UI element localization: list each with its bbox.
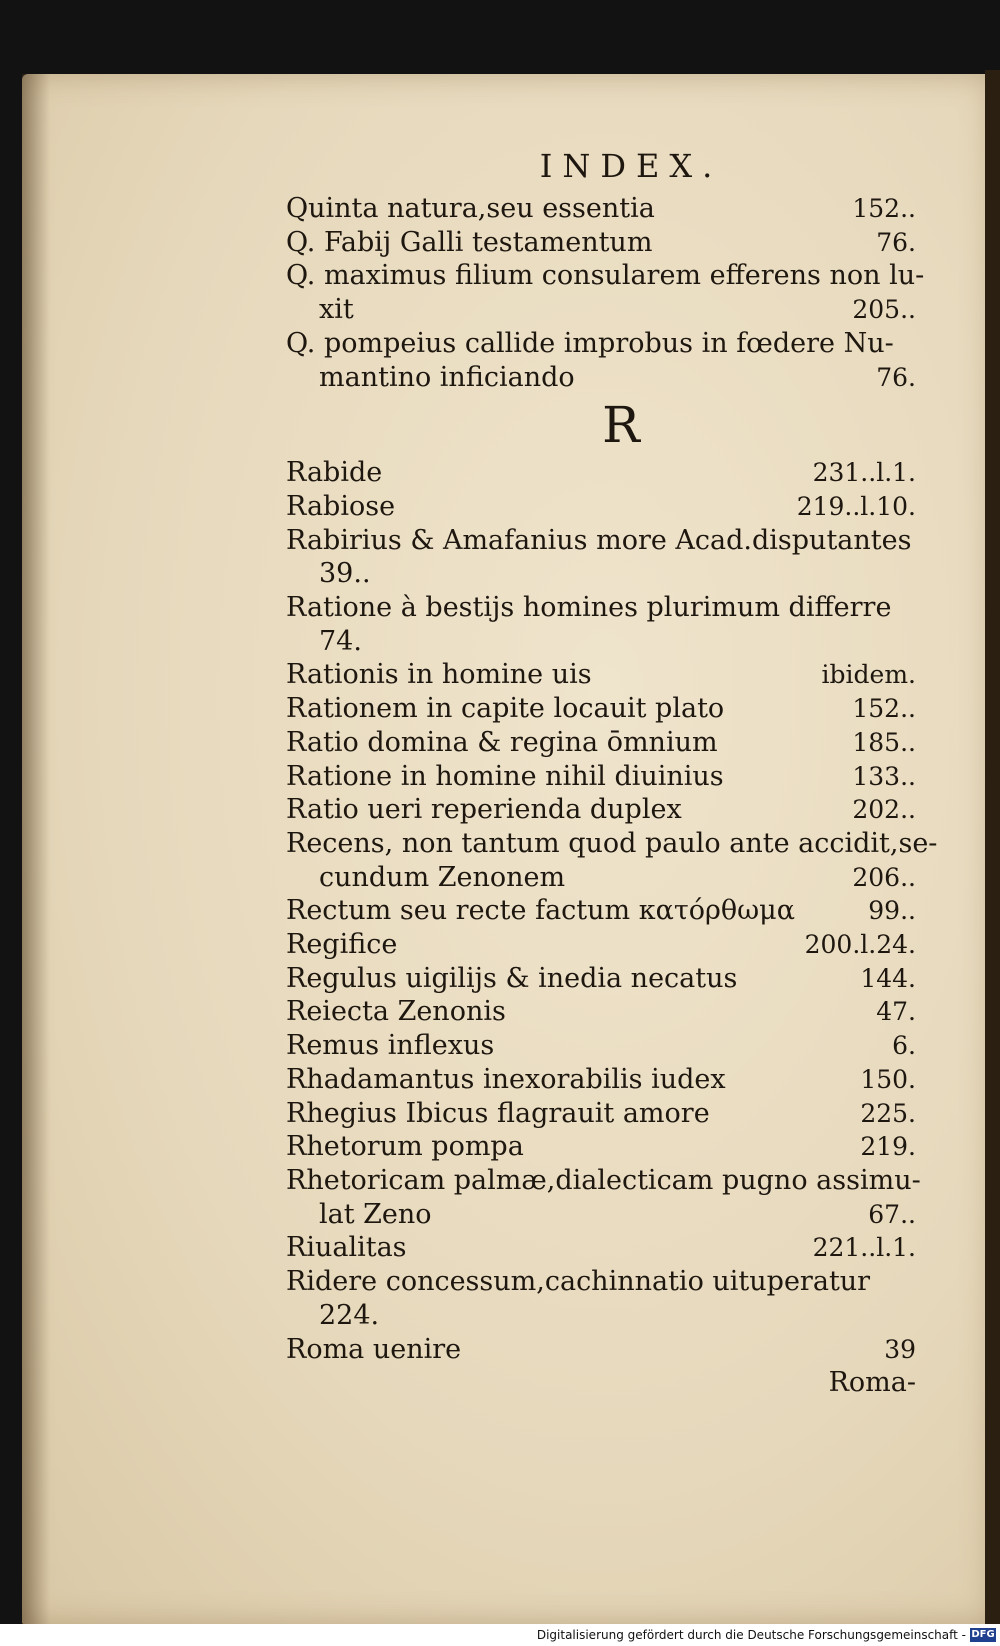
entry-line	[286, 1265, 916, 1299]
entry-line	[286, 490, 916, 524]
entry-continuation-line	[286, 361, 916, 395]
entry-page-ref: 67..	[868, 1199, 916, 1229]
entry-text: 224.	[319, 1299, 380, 1331]
entry-page-ref: 99..	[868, 896, 916, 926]
index-entry	[286, 192, 916, 226]
entry-text: Rabide	[286, 457, 383, 489]
entry-text: Roma uenire	[286, 1333, 462, 1365]
entry-text: Rectum seu recte factum κατόρθωμα	[286, 895, 795, 927]
entry-line	[286, 226, 916, 260]
running-head: INDEX.	[539, 147, 723, 185]
catchword: Roma-	[828, 1367, 916, 1399]
index-text-block	[286, 147, 938, 1400]
index-entry	[286, 456, 916, 490]
index-entry	[286, 591, 916, 658]
entry-text: 74.	[319, 625, 362, 657]
entry-continuation-line	[286, 625, 916, 659]
index-entry	[286, 894, 916, 928]
entries-list	[286, 456, 938, 1366]
entry-continuation-line	[286, 861, 916, 895]
entry-page-ref: 202..	[852, 795, 916, 825]
entry-line	[286, 793, 916, 827]
entry-text: Ridere concessum,cachinnatio uituperatur	[286, 1266, 871, 1298]
entry-line	[286, 259, 925, 293]
footer-credit: Digitalisierung gefördert durch die Deutsche Forschungsgemeinschaft -	[536, 1628, 966, 1642]
entry-text: xit	[319, 294, 354, 326]
entry-line	[286, 760, 916, 794]
entry-line	[286, 1130, 916, 1164]
index-entry	[286, 259, 925, 326]
entry-text: Ratio domina & regina ōmnium	[286, 726, 718, 758]
entry-line	[286, 327, 916, 361]
entry-text: Recens, non tantum quod paulo ante accidit,se-	[286, 827, 938, 859]
entry-page-ref: 6.	[892, 1031, 916, 1061]
entry-continuation-line	[286, 1198, 916, 1232]
entry-text: Ratione à bestijs homines plurimum differre	[286, 592, 892, 624]
entry-page-ref: 206..	[852, 862, 916, 892]
entry-line	[286, 726, 916, 760]
dfg-logo: DFG	[971, 1629, 995, 1640]
entry-text: Rationis in homine uis	[286, 659, 592, 691]
entry-line	[286, 1164, 921, 1198]
entry-page-ref: 144.	[860, 963, 916, 993]
entry-page-ref: 76.	[876, 227, 916, 257]
entry-page-ref: ibidem.	[821, 660, 916, 690]
entry-page-ref: 219..l.10.	[796, 491, 916, 521]
entry-page-ref: 205..	[852, 295, 916, 325]
entry-page-ref: 231..l.1.	[812, 458, 916, 488]
entry-text: Rhegius Ibicus flagrauit amore	[286, 1097, 710, 1129]
entry-page-ref: 225.	[860, 1098, 916, 1128]
index-entry	[286, 1333, 916, 1367]
entry-line	[286, 827, 938, 861]
entry-text: Q. pompeius callide improbus in fœdere Nu-	[286, 327, 894, 359]
entry-line	[286, 1097, 916, 1131]
index-entry	[286, 1265, 916, 1332]
index-entry	[286, 1164, 921, 1231]
entry-text: Q. Fabij Galli testamentum	[286, 226, 653, 258]
index-entry	[286, 827, 938, 894]
entry-text: Riualitas	[286, 1232, 407, 1264]
entry-line	[286, 894, 916, 928]
entry-line	[286, 692, 916, 726]
entry-text: Ratio ueri reperienda duplex	[286, 794, 682, 826]
entry-text: Rhadamantus inexorabilis iudex	[286, 1063, 726, 1095]
entry-text: Rhetorum pompa	[286, 1131, 524, 1163]
entry-line	[286, 1231, 916, 1265]
entry-text: Quinta natura,seu essentia	[286, 193, 655, 224]
digitization-footer	[0, 1624, 1000, 1646]
entry-text: Rabiose	[286, 490, 396, 522]
entry-text: Rationem in capite locauit plato	[286, 693, 725, 725]
index-entry	[286, 793, 916, 827]
entry-line	[286, 995, 916, 1029]
entry-line	[286, 1333, 916, 1367]
entry-page-ref: 221..l.1.	[812, 1233, 916, 1263]
entry-line	[286, 928, 916, 962]
index-entry	[286, 1029, 916, 1063]
index-entry	[286, 524, 916, 591]
entry-text: Remus inflexus	[286, 1030, 495, 1062]
entry-text: Regulus uigilijs & inedia necatus	[286, 962, 738, 994]
page-edge	[985, 70, 1000, 1630]
entry-text: mantino inficiando	[319, 361, 575, 393]
entry-page-ref: 219.	[860, 1132, 916, 1162]
entry-page-ref: 150.	[860, 1064, 916, 1094]
entry-text: Ratione in homine nihil diuinius	[286, 760, 724, 792]
entry-line	[286, 1063, 916, 1097]
index-entry	[286, 995, 916, 1029]
spine-shadow	[22, 74, 50, 1624]
entry-page-ref: 152..	[852, 694, 916, 724]
index-entry	[286, 658, 916, 692]
section-letter: R	[602, 396, 640, 455]
entry-page-ref: 76.	[876, 362, 916, 392]
entry-text: 39..	[319, 558, 371, 590]
entry-page-ref: 200.l.24.	[804, 930, 916, 960]
entry-line	[286, 1029, 916, 1063]
index-entry	[286, 490, 916, 524]
entry-page-ref: 39	[884, 1334, 916, 1364]
entry-text: cundum Zenonem	[319, 861, 566, 893]
entry-continuation-line	[286, 557, 916, 591]
entry-page-ref: 185..	[852, 727, 916, 757]
index-entry	[286, 760, 916, 794]
entry-continuation-line	[286, 1299, 916, 1333]
entry-text: Rabirius & Amafanius more Acad.disputantes	[286, 524, 912, 556]
index-entry	[286, 962, 916, 996]
index-entry	[286, 1231, 916, 1265]
index-entry	[286, 327, 916, 394]
entry-line	[286, 658, 916, 692]
entry-text: Regifice	[286, 929, 398, 961]
entry-text: Reiecta Zenonis	[286, 996, 506, 1028]
index-entry	[286, 1130, 916, 1164]
index-entry	[286, 1063, 916, 1097]
entry-line	[286, 192, 916, 226]
entry-page-ref: 47.	[876, 997, 916, 1027]
entry-text: Rhetoricam palmæ,dialecticam pugno assimu-	[286, 1164, 921, 1196]
entry-text: Q. maximus filium consularem efferens non lu-	[286, 260, 925, 292]
entry-line	[286, 962, 916, 996]
index-entry	[286, 692, 916, 726]
entry-page-ref: 133..	[852, 761, 916, 791]
entry-line	[286, 524, 916, 558]
index-entry	[286, 226, 916, 260]
entry-line	[286, 456, 916, 490]
entry-text: lat Zeno	[319, 1198, 432, 1230]
index-entry	[286, 928, 916, 962]
entry-page-ref: 152..	[852, 194, 916, 223]
index-entry	[286, 1097, 916, 1131]
index-entry	[286, 726, 916, 760]
pre-entries-list	[286, 192, 925, 394]
entry-line	[286, 591, 916, 625]
entry-continuation-line	[286, 293, 916, 327]
